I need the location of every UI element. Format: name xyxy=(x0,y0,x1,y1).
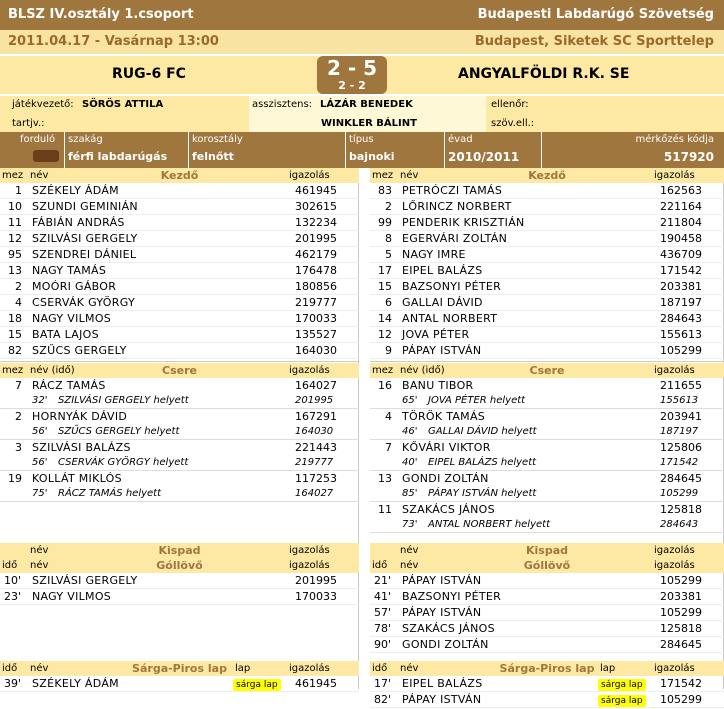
player-name: NAGY TAMÁS xyxy=(32,264,107,277)
player-id: 436709 xyxy=(660,248,702,261)
shirt-number: 4 xyxy=(385,410,392,423)
replaced-player: SZŰCS GERGELY helyett xyxy=(58,426,180,437)
replaced-player: PÁPAY ISTVÁN helyett xyxy=(428,488,537,499)
table-row xyxy=(370,247,724,263)
match-venue: Budapest, Siketek SC Sporttelep xyxy=(474,34,714,49)
goal-row xyxy=(0,589,359,605)
player-name: BATA LAJOS xyxy=(32,328,99,341)
player-name: SZAKÁCS JÁNOS xyxy=(402,503,495,516)
away-starters-header xyxy=(370,168,724,183)
cards-col-label: név xyxy=(400,663,419,674)
sub-row xyxy=(0,378,359,409)
player-id: 155613 xyxy=(660,328,702,341)
sub-minute: 32' xyxy=(32,395,48,406)
shirt-number: 12 xyxy=(8,232,22,245)
bench-id-label: igazolás xyxy=(289,545,330,556)
player-name: RÁCZ TAMÁS xyxy=(32,379,106,392)
shirt-number: 7 xyxy=(15,379,22,392)
home-cards-header xyxy=(0,661,359,676)
scorer-id: 105299 xyxy=(660,574,702,587)
player-id: 211804 xyxy=(660,216,702,229)
player-name: GALLAI DÁVID xyxy=(402,296,483,309)
shirt-number: 14 xyxy=(378,312,392,325)
home-bench-header xyxy=(0,543,359,558)
title-bar xyxy=(0,0,724,30)
table-row xyxy=(370,311,724,327)
player-name: PETRÓCZI TAMÁS xyxy=(402,184,503,197)
player-id: 284643 xyxy=(660,312,702,325)
player-id: 461945 xyxy=(295,184,337,197)
home-goals-col-label: idő xyxy=(2,560,18,571)
goal-minute: 10' xyxy=(4,574,22,587)
szovell-label: szöv.ell.: xyxy=(491,118,535,129)
away-subs-col-label: mez xyxy=(372,365,394,376)
table-row xyxy=(0,231,359,247)
teams-bar xyxy=(0,54,724,94)
yellow-card-badge: sárga lap xyxy=(598,679,646,691)
replaced-id: 187197 xyxy=(660,426,699,437)
scorer-name: PÁPAY ISTVÁN xyxy=(402,574,482,587)
home-goals-id-label: igazolás xyxy=(289,560,330,571)
player-id: 462179 xyxy=(295,248,337,261)
replaced-id: 284643 xyxy=(660,519,699,530)
replaced-id: 164030 xyxy=(295,426,334,437)
table-row xyxy=(0,263,359,279)
scorer-name: GONDI ZOLTÁN xyxy=(402,638,489,651)
player-name: JOVA PÉTER xyxy=(402,328,470,341)
replaced-player: RÁCZ TAMÁS helyett xyxy=(58,488,162,499)
player-name: NAGY VILMOS xyxy=(32,312,112,325)
player-name: NAGY IMRE xyxy=(402,248,466,261)
home-subs-title: Csere xyxy=(162,364,197,377)
table-row xyxy=(0,247,359,263)
shirt-number: 13 xyxy=(8,264,22,277)
season-value: 2010/2011 xyxy=(448,150,520,164)
cards-col-label: lap xyxy=(600,663,616,674)
table-row xyxy=(370,279,724,295)
scorer-name: PÁPAY ISTVÁN xyxy=(402,606,482,619)
card-row xyxy=(0,676,359,692)
table-row xyxy=(0,215,359,231)
scorer-id: 284645 xyxy=(660,638,702,651)
away-goals-col-label: név xyxy=(400,560,419,571)
sub-row xyxy=(370,471,724,502)
player-name: HORNYÁK DÁVID xyxy=(32,410,128,423)
home-goals-header xyxy=(0,558,359,573)
league-name: BLSZ IV.osztály 1.csoport xyxy=(8,7,194,22)
cards-title: Sárga-Piros lap xyxy=(132,662,227,675)
replaced-id: 164027 xyxy=(295,488,334,499)
away-subs-id-label: igazolás xyxy=(654,365,695,376)
table-row xyxy=(0,183,359,199)
away-subs-col-label: név (idő) xyxy=(400,365,445,376)
card-type-wrap xyxy=(233,676,281,693)
player-name: SZŰCS GERGELY xyxy=(32,344,127,357)
away-starters-col-label: név xyxy=(400,170,419,181)
card-row xyxy=(370,676,724,692)
player-name: KŐVÁRI VIKTOR xyxy=(402,441,491,454)
player-name: EIPEL BALÁZS xyxy=(402,264,483,277)
sub-row xyxy=(370,378,724,409)
shirt-number: 12 xyxy=(378,328,392,341)
card-minute: 17' xyxy=(374,677,392,690)
replaced-player: EIPEL BALÁZS helyett xyxy=(428,457,537,468)
player-name: ANTAL NORBERT xyxy=(402,312,498,325)
cards-col-label: lap xyxy=(235,663,251,674)
sub-row xyxy=(370,440,724,471)
home-subs-col-label: mez xyxy=(2,365,24,376)
type-value: bajnoki xyxy=(349,150,395,163)
player-id: 171542 xyxy=(660,264,702,277)
sub-minute: 65' xyxy=(402,395,418,406)
assistant-label: asszisztens: xyxy=(252,99,313,110)
table-row xyxy=(370,295,724,311)
player-id: 135527 xyxy=(295,328,337,341)
cards-title: Sárga-Piros lap xyxy=(499,662,595,675)
goal-minute: 41' xyxy=(374,590,392,603)
table-row xyxy=(370,263,724,279)
table-row xyxy=(0,279,359,295)
player-id: 302615 xyxy=(295,200,337,213)
type-label: típus xyxy=(349,134,374,145)
shirt-number: 99 xyxy=(378,216,392,229)
away-goals-title: Góllövő xyxy=(523,559,571,572)
player-name: PENDERIK KRISZTIÁN xyxy=(402,216,525,229)
player-id: 132234 xyxy=(295,216,337,229)
player-name: SZÉKELY ÁDÁM xyxy=(32,184,119,197)
cards-col-label: idő xyxy=(372,663,388,674)
round-label: forduló xyxy=(20,134,56,145)
card-type-wrap xyxy=(598,676,646,693)
bench-id-label: igazolás xyxy=(654,545,695,556)
goal-row xyxy=(370,621,724,637)
player-name: CSERVÁK GYÖRGY xyxy=(32,296,136,309)
player-id: 125806 xyxy=(660,441,702,454)
home-goals-col-label: név xyxy=(30,560,49,571)
replaced-id: 105299 xyxy=(660,488,699,499)
home-team-panel xyxy=(0,168,359,689)
player-name: GONDI ZOLTÁN xyxy=(402,472,489,485)
home-subs-header xyxy=(0,363,359,378)
shirt-number: 16 xyxy=(378,379,392,392)
replaced-id: 171542 xyxy=(660,457,699,468)
shirt-number: 11 xyxy=(8,216,22,229)
player-id: 201995 xyxy=(295,232,337,245)
player-name: MOÓRI GÁBOR xyxy=(32,280,117,293)
scorer-id: 105299 xyxy=(660,606,702,619)
player-name: KOLLÁT MIKLÓS xyxy=(32,472,122,485)
lineup-area xyxy=(0,168,724,706)
replaced-id: 155613 xyxy=(660,395,699,406)
player-id: 221164 xyxy=(660,200,702,213)
player-id: 187197 xyxy=(660,296,702,309)
cards-id-label: igazolás xyxy=(289,663,330,674)
replaced-id: 219777 xyxy=(295,457,334,468)
away-starters-title: Kezdő xyxy=(528,169,566,182)
controller-label: ellenőr: xyxy=(491,99,529,110)
sub-row xyxy=(0,440,359,471)
card-minute: 39' xyxy=(4,677,22,690)
season-label: évad xyxy=(448,134,473,145)
player-name: FÁBIÁN ANDRÁS xyxy=(32,216,125,229)
replaced-player: ANTAL NORBERT helyett xyxy=(428,519,550,530)
home-team: RUG-6 FC xyxy=(112,66,186,82)
yellow-card-badge: sárga lap xyxy=(233,679,281,691)
away-goals-col-label: idő xyxy=(372,560,388,571)
shirt-number: 9 xyxy=(385,344,392,357)
separator xyxy=(0,361,359,362)
player-name: SZUNDI GEMINIÁN xyxy=(32,200,138,213)
shirt-number: 3 xyxy=(15,441,22,454)
scorer-name: BAZSONYI PÉTER xyxy=(402,590,502,603)
federation-name: Budapesti Labdarúgó Szövetség xyxy=(477,7,714,22)
assistant1-name: LÁZÁR BENEDEK xyxy=(320,99,413,110)
bench-col-label: név xyxy=(400,545,419,556)
player-id: 221443 xyxy=(295,441,337,454)
card-type-wrap xyxy=(598,692,646,709)
shirt-number: 4 xyxy=(15,296,22,309)
age-label: korosztály xyxy=(192,134,243,145)
player-name: PÁPAY ISTVÁN xyxy=(402,344,482,357)
player-id: 164030 xyxy=(295,344,337,357)
match-date: 2011.04.17 - Vasárnap 13:00 xyxy=(8,34,219,49)
scorer-name: SZILVÁSI GERGELY xyxy=(32,574,138,587)
table-row xyxy=(370,183,724,199)
away-starters-id-label: igazolás xyxy=(654,170,695,181)
table-row xyxy=(0,327,359,343)
goal-minute: 90' xyxy=(374,638,392,651)
sub-row xyxy=(0,471,359,502)
player-name: SZILVÁSI BALÁZS xyxy=(32,441,131,454)
shirt-number: 19 xyxy=(8,472,22,485)
goal-row xyxy=(0,573,359,589)
bench-title: Kispad xyxy=(158,544,201,557)
away-goals-id-label: igazolás xyxy=(654,560,695,571)
sub-minute: 73' xyxy=(402,519,418,530)
shirt-number: 2 xyxy=(385,200,392,213)
player-name: BAZSONYI PÉTER xyxy=(402,280,502,293)
shirt-number: 2 xyxy=(15,280,22,293)
sub-minute: 40' xyxy=(402,457,418,468)
code-value: 517920 xyxy=(663,150,714,164)
player-id: 162563 xyxy=(660,184,702,197)
final-score: 2 - 5 xyxy=(326,56,378,80)
home-starters-title: Kezdő xyxy=(160,169,199,182)
sport-label: szakág xyxy=(68,134,103,145)
player-id: 284645 xyxy=(660,472,702,485)
shirt-number: 6 xyxy=(385,296,392,309)
sub-minute: 75' xyxy=(32,488,48,499)
round-value-redacted xyxy=(33,150,59,162)
carded-player: EIPEL BALÁZS xyxy=(402,677,483,690)
goal-minute: 57' xyxy=(374,606,392,619)
table-row xyxy=(0,295,359,311)
separator xyxy=(370,361,724,362)
home-subs-col-label: név (idő) xyxy=(30,365,75,376)
scorer-id: 203381 xyxy=(660,590,702,603)
player-name: SZENDREI DÁNIEL xyxy=(32,248,137,261)
player-id: 203381 xyxy=(660,280,702,293)
info-bar xyxy=(0,132,724,168)
player-id: 105299 xyxy=(660,344,702,357)
carded-player: PÁPAY ISTVÁN xyxy=(402,693,482,706)
referee-label: játékvezető: xyxy=(12,99,74,110)
shirt-number: 5 xyxy=(385,248,392,261)
carded-id: 461945 xyxy=(295,677,337,690)
scorer-id: 170033 xyxy=(295,590,337,603)
table-row xyxy=(370,327,724,343)
table-row xyxy=(0,199,359,215)
home-starters-col-label: mez xyxy=(2,170,24,181)
player-id: 125818 xyxy=(660,503,702,516)
score-box xyxy=(317,56,387,94)
sub-minute: 85' xyxy=(402,488,418,499)
shirt-number: 18 xyxy=(8,312,22,325)
sub-minute: 46' xyxy=(402,426,418,437)
shirt-number: 10 xyxy=(8,200,22,213)
sub-minute: 56' xyxy=(32,457,48,468)
away-team-panel xyxy=(370,168,724,706)
shirt-number: 1 xyxy=(15,184,22,197)
replaced-player: SZILVÁSI GERGELY helyett xyxy=(58,395,189,406)
home-starters-col-label: név xyxy=(30,170,49,181)
shirt-number: 11 xyxy=(378,503,392,516)
away-starters-col-label: mez xyxy=(372,170,394,181)
shirt-number: 83 xyxy=(378,184,392,197)
cards-col-label: név xyxy=(30,663,49,674)
player-id: 219777 xyxy=(295,296,337,309)
away-bench-header xyxy=(370,543,724,558)
assistant2-name: WINKLER BÁLINT xyxy=(321,118,417,129)
away-team: ANGYALFÖLDI R.K. SE xyxy=(458,66,630,82)
cards-id-label: igazolás xyxy=(654,663,695,674)
sport-value: férfi labdarúgás xyxy=(68,150,168,163)
shirt-number: 82 xyxy=(8,344,22,357)
cards-col-label: idő xyxy=(2,663,18,674)
scorer-id: 201995 xyxy=(295,574,337,587)
player-id: 117253 xyxy=(295,472,337,485)
goal-row xyxy=(370,637,724,653)
table-row xyxy=(370,199,724,215)
table-row xyxy=(370,231,724,247)
replaced-player: GALLAI DÁVID helyett xyxy=(428,426,537,437)
shirt-number: 13 xyxy=(378,472,392,485)
replaced-player: JOVA PÉTER helyett xyxy=(428,395,526,406)
shirt-number: 2 xyxy=(15,410,22,423)
shirt-number: 15 xyxy=(378,280,392,293)
goal-minute: 21' xyxy=(374,574,392,587)
player-id: 211655 xyxy=(660,379,702,392)
player-name: BANU TIBOR xyxy=(402,379,474,392)
officials-bar xyxy=(0,94,724,132)
home-subs-id-label: igazolás xyxy=(289,365,330,376)
sub-row xyxy=(370,502,724,533)
carded-id: 105299 xyxy=(660,693,702,706)
shirt-number: 95 xyxy=(8,248,22,261)
scorer-name: NAGY VILMOS xyxy=(32,590,112,603)
carded-player: SZÉKELY ÁDÁM xyxy=(32,677,119,690)
goal-row xyxy=(370,589,724,605)
player-id: 180856 xyxy=(295,280,337,293)
table-row xyxy=(0,343,359,359)
yellow-card-badge: sárga lap xyxy=(598,695,646,707)
code-label: mérkőzés kódja xyxy=(635,134,714,145)
home-starters-header xyxy=(0,168,359,183)
player-id: 170033 xyxy=(295,312,337,325)
sub-row xyxy=(0,409,359,440)
player-name: SZILVÁSI GERGELY xyxy=(32,232,138,245)
shirt-number: 7 xyxy=(385,441,392,454)
player-name: TÖRÖK TAMÁS xyxy=(402,410,486,423)
away-goals-header xyxy=(370,558,724,573)
player-id: 190458 xyxy=(660,232,702,245)
player-id: 164027 xyxy=(295,379,337,392)
scorer-name: SZAKÁCS JÁNOS xyxy=(402,622,495,635)
card-minute: 82' xyxy=(374,693,392,706)
player-name: EGERVÁRI ZOLTÁN xyxy=(402,232,508,245)
referee-name: SÖRÖS ATTILA xyxy=(82,99,164,110)
player-id: 176478 xyxy=(295,264,337,277)
card-row xyxy=(370,692,724,708)
away-cards-header xyxy=(370,661,724,676)
sub-row xyxy=(370,409,724,440)
date-venue-bar xyxy=(0,30,724,54)
tartjv-label: tartjv.: xyxy=(12,118,45,129)
bench-col-label: név xyxy=(30,545,49,556)
scorer-id: 125818 xyxy=(660,622,702,635)
table-row xyxy=(0,311,359,327)
shirt-number: 8 xyxy=(385,232,392,245)
bench-title: Kispad xyxy=(525,544,568,557)
shirt-number: 15 xyxy=(8,328,22,341)
halftime-score: 2 - 2 xyxy=(338,79,366,92)
away-subs-title: Csere xyxy=(529,364,565,377)
away-subs-header xyxy=(370,363,724,378)
goal-row xyxy=(370,605,724,621)
home-starters-id-label: igazolás xyxy=(289,170,330,181)
table-row xyxy=(370,215,724,231)
carded-id: 171542 xyxy=(660,677,702,690)
goal-minute: 23' xyxy=(4,590,22,603)
table-row xyxy=(370,343,724,359)
player-id: 203941 xyxy=(660,410,702,423)
age-value: felnőtt xyxy=(192,150,234,163)
replaced-player: CSERVÁK GYÖRGY helyett xyxy=(58,457,189,468)
home-goals-title: Góllövő xyxy=(156,559,203,572)
goal-row xyxy=(370,573,724,589)
goal-minute: 78' xyxy=(374,622,392,635)
player-name: LŐRINCZ NORBERT xyxy=(402,200,512,213)
shirt-number: 17 xyxy=(378,264,392,277)
player-id: 167291 xyxy=(295,410,337,423)
replaced-id: 201995 xyxy=(295,395,334,406)
sub-minute: 56' xyxy=(32,426,48,437)
